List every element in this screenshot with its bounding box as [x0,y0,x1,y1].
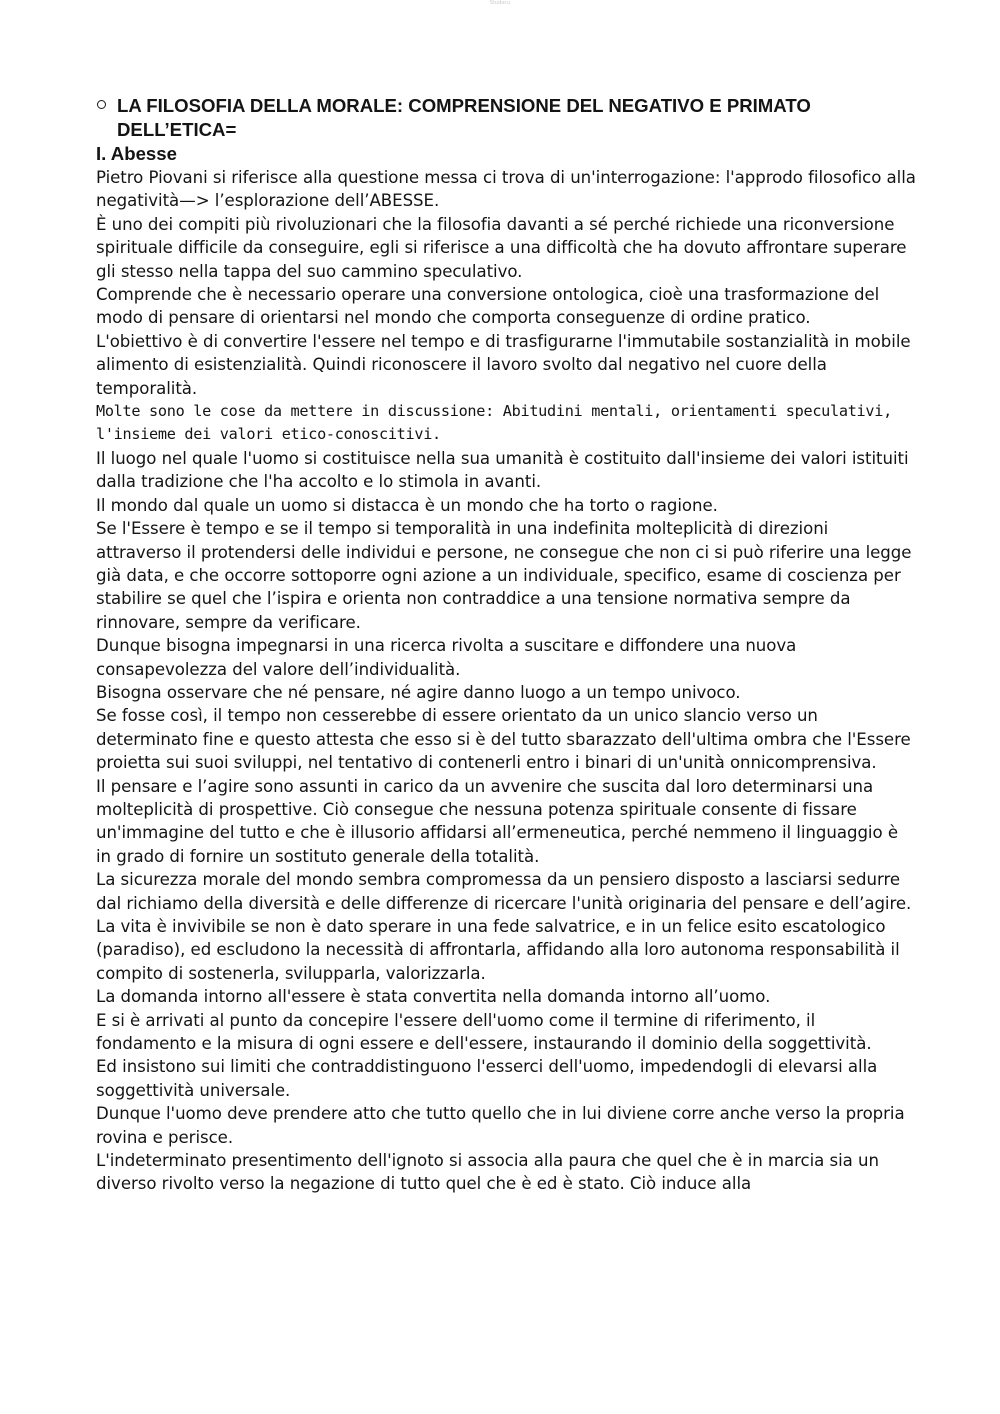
paragraph: Il luogo nel quale l'uomo si costituisce nella sua umanità è costituito dall'insieme dei valori istituiti dalla tradizione che l'ha accolto e lo stimola in avanti. [96,448,909,492]
paragraph: Comprende che è necessario operare una conversione ontologica, cioè una trasformazione del modo di pensare di orientarsi nel mondo che comporta conseguenze di ordine pratico. [96,285,880,328]
paragraph: E si è arrivati al punto da concepire l'essere dell'uomo come il termine di riferimento, il fondamento e la misura di ogni essere e dell'essere, instaurando il dominio della soggettività. [96,1010,872,1054]
paragraph: L'indeterminato presentimento dell'ignoto si associa alla paura che quel che è in marcia sia un diverso rivolto verso la negazione di tutto quel che è ed è stato. Ciò induce alla [96,1151,879,1194]
paragraph: Ed insistono sui limiti che contraddistinguono l'esserci dell'uomo, impedendogli di elevarsi alla soggettività universale. [96,1057,878,1100]
paragraph: La sicurezza morale del mondo sembra compromessa da un pensiero disposto a lasciarsi sedurre dal richiamo della diversità e delle differenze di ricercare l'unità originaria del pensare e dell’agire. [96,870,912,913]
paragraph: Dunque bisogna impegnarsi in una ricerca rivolta a suscitare e diffondere una nuova consapevolezza del valore dell’individualità. [96,636,797,679]
paragraph: Il pensare e l’agire sono assunti in carico da un avvenire che suscita dal loro determinarsi una molteplicità di prospettive. Ciò consegue che nessuna potenza spirituale consente di fissare un'immagine del tutto e che è illusorio affidarsi all’ermeneutica, perché nemmeno il linguaggio è in grado di fornire un sostituto generale della totalità. [96,776,898,866]
paragraph: L'obiettivo è di convertire l'essere nel tempo e di trasfigurarne l'immutabile sostanzialità in mobile alimento di esistenzialità. Quindi riconoscere il lavoro svolto dal negativo nel cuore della temporalità. [96,331,911,398]
paragraph: Se fosse così, il tempo non cesserebbe di essere orientato da un unico slancio verso un determinato fine e questo attesta che esso si è del tutto sbarazzato dell'ultima ombra che l'Essere proietta sui suoi sviluppi, nel tentativo di contenerli entro i binari di un'unità onnicomprensiva. [96,706,911,773]
section-heading-text: LA FILOSOFIA DELLA MORALE: COMPRENSIONE DEL NEGATIVO E PRIMATO DELL’ETICA= [117,95,811,140]
paragraph: Molte sono le cose da mettere in discussione: Abitudini mentali, orientamenti speculativi, l'insieme dei valori etico-conoscitivi. [96,402,892,444]
hollow-circle-bullet-icon [97,100,106,109]
paragraph: Pietro Piovani si riferisce alla questione messa ci trova di un'interrogazione: l'approdo filosofico alla negatività—> l’esplorazione dell’ABESSE. [96,168,916,211]
subsection-heading: I. Abesse [96,143,177,164]
paragraph: La domanda intorno all'essere è stata convertita nella domanda intorno all’uomo. [96,987,771,1007]
paragraph: Bisogna osservare che né pensare, né agire danno luogo a un tempo univoco. [96,682,741,702]
document-page [96,94,916,1196]
section-heading [96,94,916,142]
paragraph: La vita è invivibile se non è dato sperare in una fede salvatrice, e in un felice esito escatologico (paradiso), ed escludono la necessità di affrontarla, affidando alla loro autonoma responsabilità il compito di sostenerla, svilupparla, valorizzarla. [96,917,900,983]
paragraph: Se l'Essere è tempo e se il tempo si temporalità in una indefinita molteplicità di direzioni attraverso il protendersi delle individui e persone, ne consegue che non ci si può riferire una legge già data, e che occorre sottoporre ogni azione a un individuale, specifico, esame di coscienza per stabilire se quel che l’ispira e orienta non contraddice a una tensione normativa sempre da rinnovare, sempre da verificare. [96,519,912,632]
watermark: Studocu [489,0,511,6]
paragraph: Il mondo dal quale un uomo si distacca è un mondo che ha torto o ragione. [96,495,718,515]
paragraph: Dunque l'uomo deve prendere atto che tutto quello che in lui diviene corre anche verso la propria rovina e perisce. [96,1104,905,1147]
paragraph: È uno dei compiti più rivoluzionari che la filosofia davanti a sé perché richiede una riconversione spirituale difficile da conseguire, egli si riferisce a una difficoltà che ha dovuto affrontare superare gli stesso nella tappa del suo cammino speculativo. [96,214,907,281]
